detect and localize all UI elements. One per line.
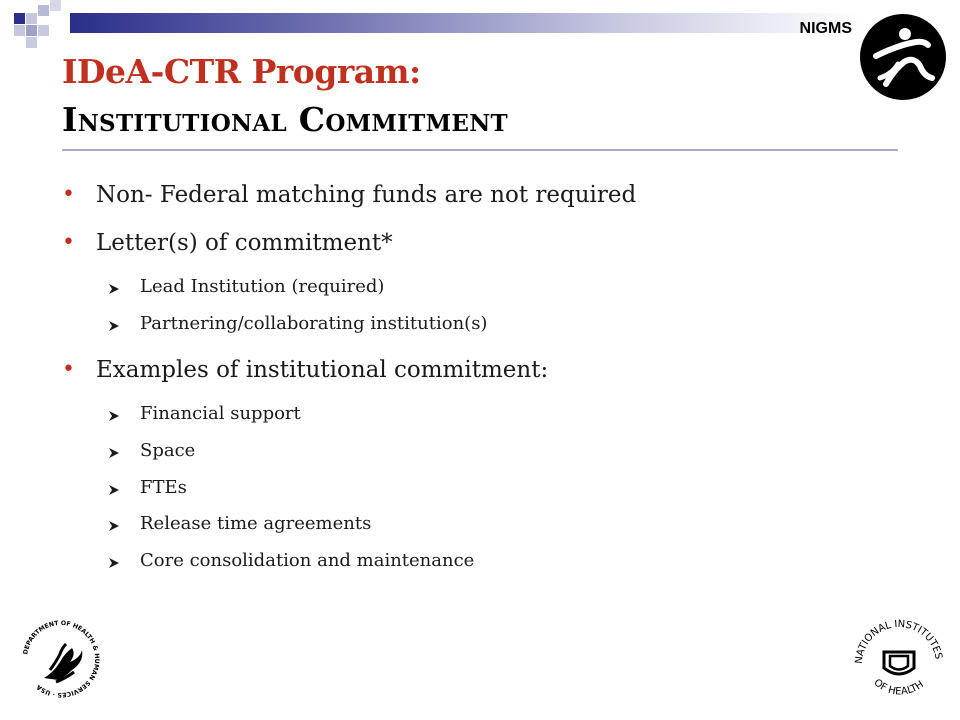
sub-list-item-text: Partnering/collaborating institution(s) [140,312,488,334]
arrowhead-bullet-icon [108,557,120,569]
list-item-text: Letter(s) of commitment* [96,229,393,256]
sub-list-item-text: Lead Institution (required) [140,276,385,298]
list-item [62,357,882,385]
nih-seal-top-text: NATIONAL INSTITUTES [853,618,944,665]
svg-text:OF HEALTH [871,677,925,697]
sub-list-item-text: Release time agreements [140,513,372,535]
sub-list-item [62,551,882,572]
bullet-dot-icon: • [62,182,75,207]
sub-list-item-text: Core consolidation and maintenance [140,549,475,571]
list-item [62,182,882,210]
title-divider [62,149,898,151]
sub-list-item [62,404,882,425]
corner-squares-decoration [0,0,80,52]
arrowhead-bullet-icon [108,410,120,422]
nih-seal-bottom-text: OF HEALTH [871,677,926,698]
arrowhead-bullet-icon [108,320,120,332]
sub-list-item [62,514,882,535]
bullet-dot-icon: • [62,229,75,255]
list-item-text: Examples of institutional commitment: [96,356,549,383]
org-label: NIGMS [799,20,852,37]
list-item [62,230,882,258]
sub-list-item [62,478,882,499]
page-title: IDeA-CTR Program: [62,52,421,91]
sub-list-item [62,277,882,298]
svg-text:NATIONAL INSTITUTES [854,619,944,664]
arrowhead-bullet-icon [108,447,120,459]
nigms-logo-icon [858,12,948,102]
arrowhead-bullet-icon [108,520,120,532]
sub-list-item [62,314,882,335]
page-subtitle: Institutional Commitment [62,100,508,139]
bullet-list [62,182,882,588]
bullet-dot-icon: • [62,356,75,382]
sub-list-item-text: Financial support [140,403,301,425]
hhs-seal-icon [20,618,102,700]
arrowhead-bullet-icon [108,283,120,295]
header-gradient-bar [70,13,860,33]
svg-text:DEPARTMENT OF HEALTH & HUMAN S [22,620,100,698]
nih-seal-icon [852,610,946,704]
arrowhead-bullet-icon [108,484,120,496]
sub-list-item-text: FTEs [140,476,187,498]
sub-list-item-text: Space [140,439,196,461]
list-item-text: Non- Federal matching funds are not required [96,182,637,208]
sub-list-item [62,441,882,462]
hhs-seal-text: DEPARTMENT OF HEALTH & HUMAN SERVICES · USA [22,619,101,699]
